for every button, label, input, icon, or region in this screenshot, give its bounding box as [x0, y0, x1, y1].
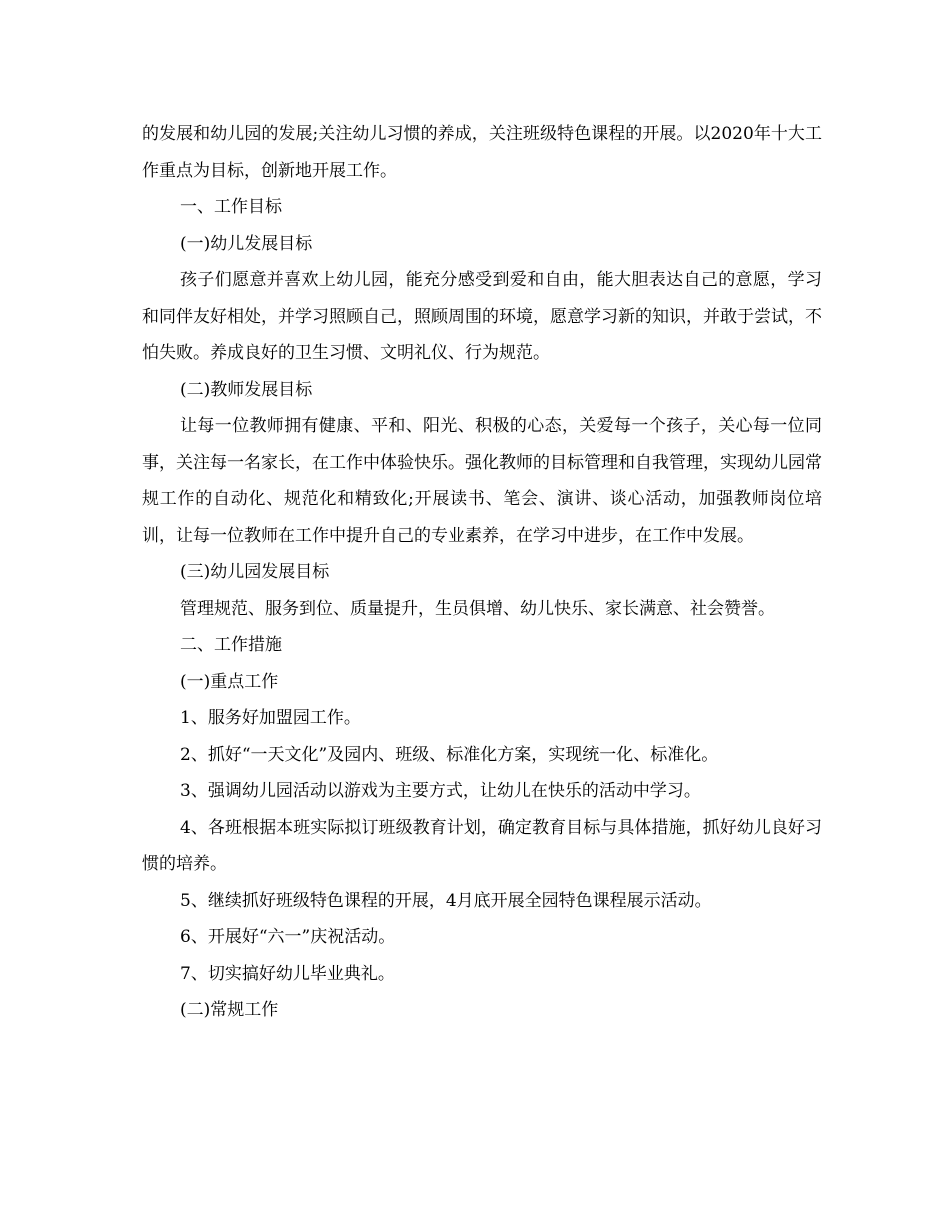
- list-item-2: 2、抓好“一天文化”及园内、班级、标准化方案，实现统一化、标准化。: [180, 744, 719, 765]
- paragraph-continuation: 的发展和幼儿园的发展;关注幼儿习惯的养成，关注班级特色课程的开展。以2020年十大工作重点为目标，创新地开展工作。: [142, 124, 822, 181]
- paragraph-kindergarten-goals: 管理规范、服务到位、质量提升，生员俱增、幼儿快乐、家长满意、社会赞誉。: [180, 598, 775, 619]
- subheading-key-work: (一)重点工作: [180, 671, 279, 692]
- list-item-5: 5、继续抓好班级特色课程的开展，4月底开展全园特色课程展示活动。: [180, 890, 712, 911]
- subheading-teacher-goals: (二)教师发展目标: [180, 379, 313, 400]
- list-item-7: 7、切实搞好幼儿毕业典礼。: [180, 963, 395, 984]
- list-item-4: 4、各班根据本班实际拟订班级教育计划，确定教育目标与具体措施，抓好幼儿良好习惯的培养。: [142, 817, 822, 874]
- heading-work-goals: 一、工作目标: [180, 197, 282, 217]
- subheading-routine-work: (二)常规工作: [180, 1000, 279, 1020]
- document-page: [142, 116, 822, 1029]
- list-item-6: 6、开展好“六一”庆祝活动。: [180, 927, 396, 947]
- subheading-child-goals: (一)幼儿发展目标: [180, 233, 313, 254]
- subheading-kindergarten-goals: (三)幼儿园发展目标: [180, 562, 330, 582]
- heading-work-measures: 二、工作措施: [180, 635, 282, 655]
- list-item-3: 3、强调幼儿园活动以游戏为主要方式，让幼儿在快乐的活动中学习。: [180, 781, 701, 801]
- paragraph-teacher-goals: 让每一位教师拥有健康、平和、阳光、积极的心态，关爱每一个孩子，关心每一位同事，关注每一名家长，在工作中体验快乐。强化教师的目标管理和自我管理，实现幼儿园常规工作的自动化、规范化和精致化;开展读书、笔会、演讲、谈心活动，加强教师岗位培训，让每一位教师在工作中提升自己的专业素养，在学习中进步，在工作中发展。: [142, 416, 822, 546]
- paragraph-child-goals: 孩子们愿意并喜欢上幼儿园，能充分感受到爱和自由，能大胆表达自己的意愿，学习和同伴友好相处，并学习照顾自己，照顾周围的环境，愿意学习新的知识，并敢于尝试，不怕失败。养成良好的卫生习惯、文明礼仪、行为规范。: [142, 270, 822, 363]
- list-item-1: 1、服务好加盟园工作。: [180, 708, 361, 728]
